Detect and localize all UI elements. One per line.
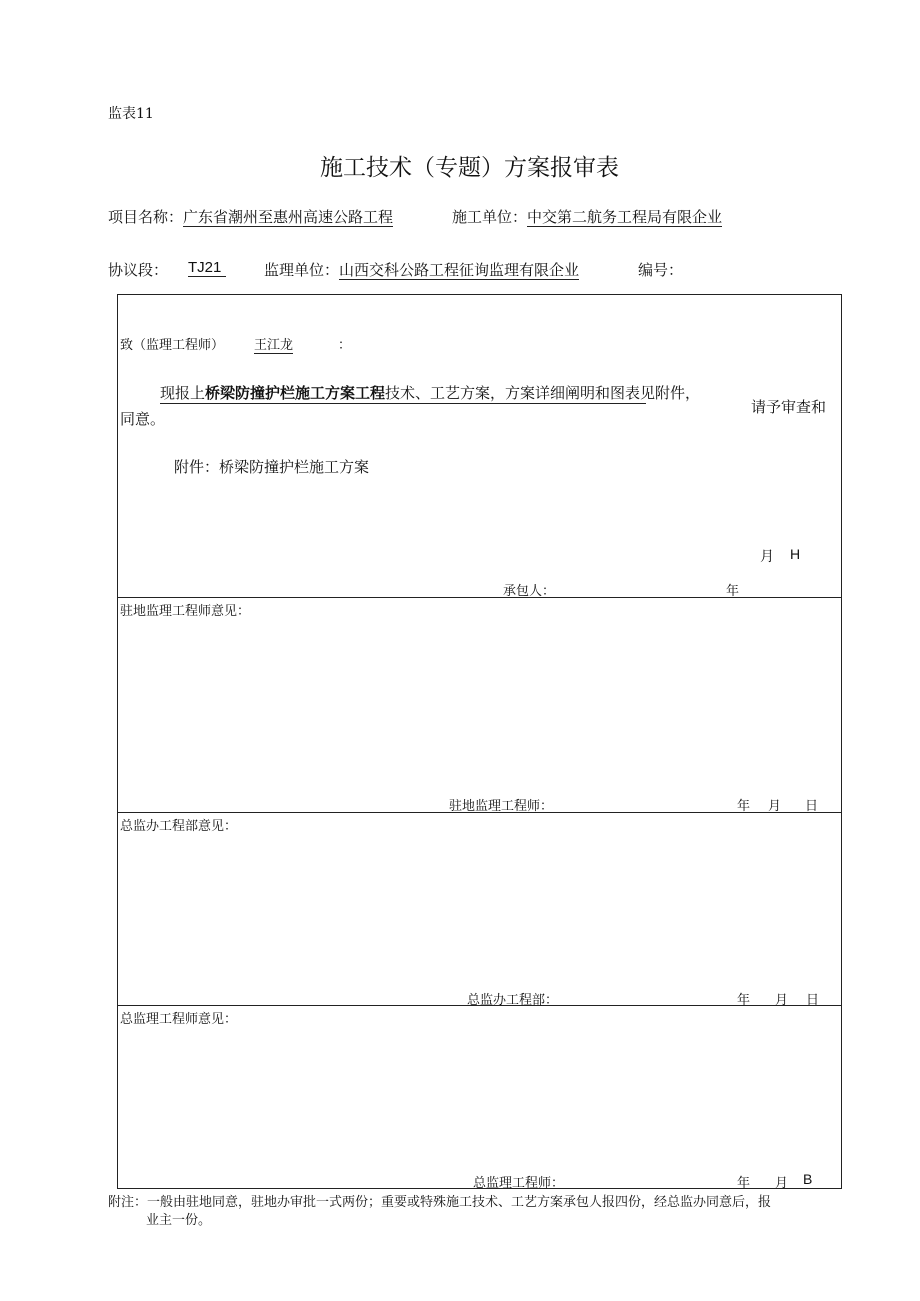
section2-year-label: 年: [737, 799, 751, 814]
number-label: 编号：: [638, 261, 684, 279]
chief-engineer-signer-label: 总监理工程师：: [473, 1176, 565, 1191]
supervision-unit-row: [264, 259, 579, 280]
section3-year-label: 年: [737, 993, 751, 1008]
page-title: 施工技术（专题）方案报审表: [320, 155, 619, 181]
to-supervisor-label: 致（监理工程师）: [120, 338, 225, 353]
supervisor-colon: ：: [338, 338, 352, 353]
submission-suffix: 技术、工艺方案，方案详细阐明和图表见附件，: [385, 384, 701, 402]
contractor-signer-label: 承包人：: [503, 584, 556, 599]
attachment-text: 附件：桥梁防撞护栏施工方案: [174, 458, 370, 476]
section2-day-label: 日: [805, 799, 819, 814]
project-label: 项目名称：: [108, 208, 184, 226]
request-review-text: 请予审查和: [751, 398, 827, 416]
submission-prefix: 现报上: [160, 384, 206, 402]
section4-year-label: 年: [737, 1176, 751, 1191]
engineering-dept-opinion-label: 总监办工程部意见：: [120, 819, 238, 834]
supervision-unit-label: 监理单位：: [264, 261, 340, 279]
contractor-unit-value: 中交第二航务工程局有限企业: [527, 208, 723, 226]
approval-table: [117, 294, 842, 1189]
chief-engineer-opinion-label: 总监理工程师意见：: [120, 1012, 238, 1027]
contractor-unit-row: [452, 206, 722, 227]
footnote-line-1: 附注：一般由驻地同意，驻地办审批一式两份；重要或特殊施工技术、工艺方案承包人报四份，经总监办同意后，报: [108, 1195, 772, 1210]
project-row: [108, 206, 393, 227]
section1-month-label: 月: [760, 549, 774, 565]
section1-day-label: H: [790, 546, 801, 562]
resident-engineer-opinion-label: 驻地监理工程师意见：: [120, 604, 251, 619]
section1-year-label: 年: [726, 584, 740, 599]
supervision-unit-value: 山西交科公路工程征询监理有限企业: [339, 261, 580, 279]
submission-text: [160, 382, 701, 404]
section-value: TJ21: [188, 259, 226, 277]
resident-engineer-signer-label: 驻地监理工程师：: [449, 799, 554, 814]
section-label: 协议段：: [108, 261, 169, 279]
submission-text-continued: 同意。: [120, 410, 166, 428]
section2-month-label: 月: [768, 799, 782, 814]
section3-month-label: 月: [775, 993, 789, 1008]
section3-day-label: 日: [806, 993, 820, 1008]
supervisor-name: 王江龙: [254, 334, 293, 354]
engineering-dept-signer-label: 总监办工程部：: [467, 993, 559, 1008]
footnote-line-2: 业主一份。: [146, 1213, 212, 1228]
section4-day-label: B: [803, 1171, 813, 1187]
contractor-unit-label: 施工单位：: [452, 208, 528, 226]
submission-project: 桥梁防撞护栏施工方案工程: [205, 384, 386, 402]
project-value: 广东省潮州至惠州高速公路工程: [183, 208, 394, 226]
form-code: 监表11: [108, 106, 154, 122]
section4-month-label: 月: [775, 1176, 789, 1191]
